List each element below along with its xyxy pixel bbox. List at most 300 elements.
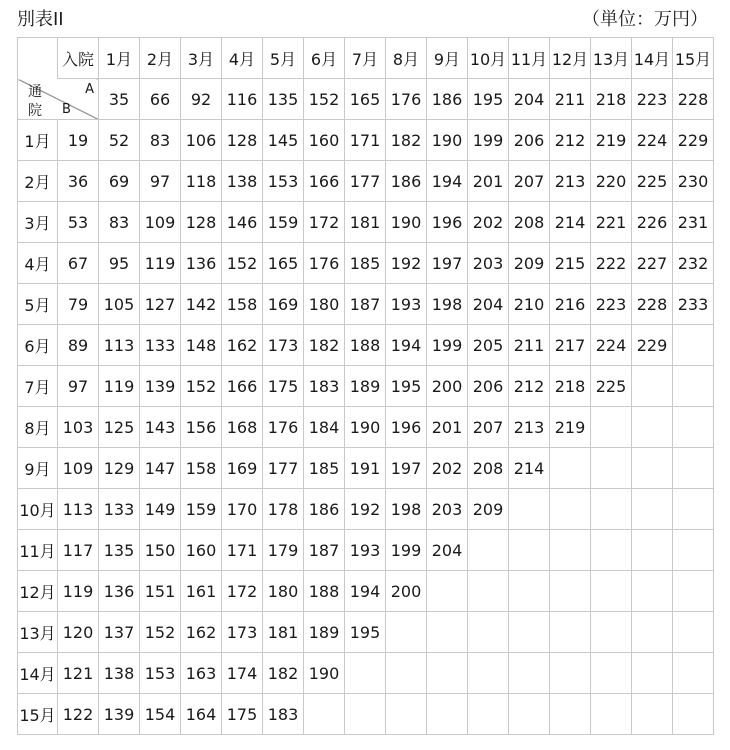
- inpatient-header-label: 入院: [58, 38, 99, 79]
- table-cell: [345, 653, 386, 694]
- table-cell: 225: [591, 366, 632, 407]
- column-header: 10月: [468, 38, 509, 79]
- table-cell: [509, 653, 550, 694]
- table-cell: [509, 612, 550, 653]
- table-cell: 180: [304, 284, 345, 325]
- table-cell: 148: [181, 325, 222, 366]
- table-cell: 173: [263, 325, 304, 366]
- table-cell: [550, 530, 591, 571]
- table-cell: [386, 694, 427, 735]
- table-row: [18, 571, 714, 612]
- table-row: [18, 120, 714, 161]
- column-header: 11月: [509, 38, 550, 79]
- table-row: [18, 612, 714, 653]
- table-cell: [673, 694, 714, 735]
- table-cell: 79: [58, 284, 99, 325]
- table-cell: 35: [99, 79, 140, 120]
- table-cell: 187: [304, 530, 345, 571]
- table-cell: [673, 612, 714, 653]
- row-header: 11月: [18, 530, 58, 571]
- table-cell: 152: [181, 366, 222, 407]
- table-cell: [632, 489, 673, 530]
- row-header: 3月: [18, 202, 58, 243]
- column-header: 13月: [591, 38, 632, 79]
- table-cell: 212: [509, 366, 550, 407]
- table-cell: [427, 694, 468, 735]
- table-cell: 207: [468, 407, 509, 448]
- table-cell: 138: [99, 653, 140, 694]
- table-cell: 183: [304, 366, 345, 407]
- table-cell: 213: [509, 407, 550, 448]
- table-cell: 122: [58, 694, 99, 735]
- row-axis-label-bottom: 院: [28, 103, 42, 119]
- table-cell: 19: [58, 120, 99, 161]
- table-cell: 182: [263, 653, 304, 694]
- table-cell: [673, 653, 714, 694]
- table-cell: 116: [222, 79, 263, 120]
- table-cell: 204: [427, 530, 468, 571]
- column-header: 14月: [632, 38, 673, 79]
- table-cell: [550, 571, 591, 612]
- table-cell: [550, 694, 591, 735]
- table-cell: 89: [58, 325, 99, 366]
- table-row: [18, 407, 714, 448]
- table-cell: [673, 489, 714, 530]
- table-cell: [468, 694, 509, 735]
- table-cell: 219: [550, 407, 591, 448]
- column-header: 8月: [386, 38, 427, 79]
- table-cell: 229: [632, 325, 673, 366]
- table-cell: 36: [58, 161, 99, 202]
- table-cell: 197: [386, 448, 427, 489]
- table-cell: 198: [427, 284, 468, 325]
- table-cell: 189: [304, 612, 345, 653]
- row-header: 8月: [18, 407, 58, 448]
- table-cell: 204: [468, 284, 509, 325]
- table-cell: 159: [263, 202, 304, 243]
- table-cell: 166: [222, 366, 263, 407]
- corner-top-blank: [18, 38, 58, 79]
- table-cell: 113: [99, 325, 140, 366]
- table-cell: 97: [58, 366, 99, 407]
- table-cell: 178: [263, 489, 304, 530]
- table-cell: 119: [58, 571, 99, 612]
- row-header: 6月: [18, 325, 58, 366]
- table-cell: 205: [468, 325, 509, 366]
- table-cell: [591, 571, 632, 612]
- column-header: 6月: [304, 38, 345, 79]
- row-header: 13月: [18, 612, 58, 653]
- table-cell: 229: [673, 120, 714, 161]
- table-cell: 166: [304, 161, 345, 202]
- table-cell: 156: [181, 407, 222, 448]
- table-cell: 213: [550, 161, 591, 202]
- table-cell: [468, 653, 509, 694]
- table-cell: 118: [181, 161, 222, 202]
- table-cell: 125: [99, 407, 140, 448]
- table-cell: 188: [304, 571, 345, 612]
- table-cell: [550, 448, 591, 489]
- table-cell: 204: [509, 79, 550, 120]
- table-cell: 211: [550, 79, 591, 120]
- table-cell: [632, 407, 673, 448]
- table-cell: 83: [140, 120, 181, 161]
- table-cell: 189: [345, 366, 386, 407]
- table-cell: [591, 489, 632, 530]
- table-cell: 129: [99, 448, 140, 489]
- table-cell: 187: [345, 284, 386, 325]
- table-cell: 117: [58, 530, 99, 571]
- table-cell: 216: [550, 284, 591, 325]
- table-cell: 194: [386, 325, 427, 366]
- table-cell: 172: [222, 571, 263, 612]
- table-row: [18, 653, 714, 694]
- table-cell: 113: [58, 489, 99, 530]
- table-cell: [468, 530, 509, 571]
- table-cell: 223: [632, 79, 673, 120]
- table-cell: 150: [140, 530, 181, 571]
- table-cell: 193: [345, 530, 386, 571]
- table-cell: 159: [181, 489, 222, 530]
- row-header: 15月: [18, 694, 58, 735]
- table-cell: 160: [181, 530, 222, 571]
- table-cell: 138: [222, 161, 263, 202]
- table-cell: 215: [550, 243, 591, 284]
- table-cell: 146: [222, 202, 263, 243]
- table-cell: 52: [99, 120, 140, 161]
- table-cell: 233: [673, 284, 714, 325]
- label-b: B: [62, 102, 71, 117]
- table-cell: 195: [468, 79, 509, 120]
- table-cell: 228: [673, 79, 714, 120]
- table-cell: 176: [386, 79, 427, 120]
- table-cell: [427, 571, 468, 612]
- row-header: 12月: [18, 571, 58, 612]
- table-row: [18, 694, 714, 735]
- column-header: 1月: [99, 38, 140, 79]
- column-header: 3月: [181, 38, 222, 79]
- table-cell: 136: [99, 571, 140, 612]
- table-cell: 196: [427, 202, 468, 243]
- compensation-table: [17, 37, 714, 735]
- table-cell: [591, 448, 632, 489]
- table-cell: 127: [140, 284, 181, 325]
- table-cell: 160: [304, 120, 345, 161]
- table-cell: 191: [345, 448, 386, 489]
- table-cell: 180: [263, 571, 304, 612]
- table-cell: 139: [99, 694, 140, 735]
- table-row: [18, 161, 714, 202]
- table-cell: 212: [550, 120, 591, 161]
- table-cell: 192: [386, 243, 427, 284]
- table-cell: 181: [345, 202, 386, 243]
- table-cell: 142: [181, 284, 222, 325]
- row-header: 5月: [18, 284, 58, 325]
- table-cell: 153: [140, 653, 181, 694]
- table-cell: 92: [181, 79, 222, 120]
- table-cell: 226: [632, 202, 673, 243]
- table-cell: 207: [509, 161, 550, 202]
- table-row: [18, 325, 714, 366]
- column-header: 2月: [140, 38, 181, 79]
- corner-wrap: [18, 79, 98, 119]
- table-cell: 97: [140, 161, 181, 202]
- table-cell: 196: [386, 407, 427, 448]
- table-cell: 152: [140, 612, 181, 653]
- table-cell: 154: [140, 694, 181, 735]
- table-cell: 181: [263, 612, 304, 653]
- table-cell: 183: [263, 694, 304, 735]
- table-cell: 220: [591, 161, 632, 202]
- table-cell: [550, 489, 591, 530]
- table-cell: 188: [345, 325, 386, 366]
- table-cell: [673, 407, 714, 448]
- table-cell: 69: [99, 161, 140, 202]
- table-cell: 182: [386, 120, 427, 161]
- table-cell: 53: [58, 202, 99, 243]
- table-row: [18, 489, 714, 530]
- table-cell: 218: [591, 79, 632, 120]
- table-cell: [591, 407, 632, 448]
- table-cell: [509, 571, 550, 612]
- table-row: [18, 202, 714, 243]
- table-cell: 209: [468, 489, 509, 530]
- table-cell: 218: [550, 366, 591, 407]
- row-header: 10月: [18, 489, 58, 530]
- table-cell: 135: [99, 530, 140, 571]
- table-cell: 151: [140, 571, 181, 612]
- table-cell: 158: [222, 284, 263, 325]
- table-cell: 208: [509, 202, 550, 243]
- table-cell: 174: [222, 653, 263, 694]
- table-cell: 175: [222, 694, 263, 735]
- table-cell: 119: [99, 366, 140, 407]
- table-cell: [632, 694, 673, 735]
- table-cell: 137: [99, 612, 140, 653]
- table-cell: 202: [468, 202, 509, 243]
- table-cell: 211: [509, 325, 550, 366]
- table-cell: 190: [345, 407, 386, 448]
- table-cell: 67: [58, 243, 99, 284]
- table-cell: 161: [181, 571, 222, 612]
- table-cell: [345, 694, 386, 735]
- table-cell: 133: [99, 489, 140, 530]
- table-cell: [386, 612, 427, 653]
- table-cell: 210: [509, 284, 550, 325]
- table-cell: 190: [427, 120, 468, 161]
- table-cell: 149: [140, 489, 181, 530]
- table-cell: 198: [386, 489, 427, 530]
- table-cell: 109: [58, 448, 99, 489]
- table-cell: 177: [345, 161, 386, 202]
- column-header: 5月: [263, 38, 304, 79]
- table-cell: 66: [140, 79, 181, 120]
- table-cell: 199: [468, 120, 509, 161]
- table-cell: [509, 694, 550, 735]
- table-cell: [550, 612, 591, 653]
- table-cell: 208: [468, 448, 509, 489]
- table-cell: 219: [591, 120, 632, 161]
- table-cell: 203: [468, 243, 509, 284]
- table-cell: 168: [222, 407, 263, 448]
- table-cell: [632, 653, 673, 694]
- table-cell: 133: [140, 325, 181, 366]
- table-cell: 173: [222, 612, 263, 653]
- table-cell: 103: [58, 407, 99, 448]
- table-cell: 171: [345, 120, 386, 161]
- table-cell: 147: [140, 448, 181, 489]
- row-header: 4月: [18, 243, 58, 284]
- table-cell: [468, 612, 509, 653]
- table-cell: 222: [591, 243, 632, 284]
- table-cell: [427, 612, 468, 653]
- table-cell: 221: [591, 202, 632, 243]
- table-cell: 136: [181, 243, 222, 284]
- column-header: 12月: [550, 38, 591, 79]
- table-cell: 186: [386, 161, 427, 202]
- table-cell: 185: [345, 243, 386, 284]
- table-cell: 143: [140, 407, 181, 448]
- table-cell: 186: [304, 489, 345, 530]
- table-cell: 106: [181, 120, 222, 161]
- table-cell: 171: [222, 530, 263, 571]
- table-row: [18, 366, 714, 407]
- table-cell: 224: [632, 120, 673, 161]
- table-cell: [509, 530, 550, 571]
- table-cell: [591, 612, 632, 653]
- table-cell: 201: [468, 161, 509, 202]
- table-cell: [673, 448, 714, 489]
- table-cell: 162: [181, 612, 222, 653]
- table-title: 別表II: [17, 9, 64, 30]
- table-cell: 176: [304, 243, 345, 284]
- table-cell: [632, 530, 673, 571]
- table-cell: 223: [591, 284, 632, 325]
- table-cell: 195: [386, 366, 427, 407]
- table-cell: 203: [427, 489, 468, 530]
- table-cell: 170: [222, 489, 263, 530]
- table-cell: 176: [263, 407, 304, 448]
- table-cell: [550, 653, 591, 694]
- row-header: 7月: [18, 366, 58, 407]
- table-cell: 206: [468, 366, 509, 407]
- row-header: 1月: [18, 120, 58, 161]
- table-cell: [673, 530, 714, 571]
- table-cell: 217: [550, 325, 591, 366]
- table-cell: [386, 653, 427, 694]
- table-cell: [632, 448, 673, 489]
- table-cell: [632, 612, 673, 653]
- table-cell: 214: [550, 202, 591, 243]
- table-cell: 200: [427, 366, 468, 407]
- label-a: A: [85, 82, 94, 97]
- table-cell: 164: [181, 694, 222, 735]
- table-cell: 197: [427, 243, 468, 284]
- table-cell: [509, 489, 550, 530]
- table-cell: 153: [263, 161, 304, 202]
- table-row: [18, 448, 714, 489]
- table-cell: 152: [222, 243, 263, 284]
- table-cell: 135: [263, 79, 304, 120]
- corner-cell: [18, 79, 99, 120]
- table-cell: 105: [99, 284, 140, 325]
- table-cell: 199: [386, 530, 427, 571]
- unit-label: （単位：万円）: [582, 9, 708, 30]
- header-row: [18, 38, 714, 79]
- table-cell: [591, 694, 632, 735]
- column-header: 7月: [345, 38, 386, 79]
- table-cell: 128: [222, 120, 263, 161]
- table-cell: 185: [304, 448, 345, 489]
- table-cell: 186: [427, 79, 468, 120]
- table-row: [18, 530, 714, 571]
- row-header: 14月: [18, 653, 58, 694]
- table-cell: 225: [632, 161, 673, 202]
- table-row: [18, 243, 714, 284]
- table-cell: [632, 366, 673, 407]
- table-cell: 195: [345, 612, 386, 653]
- table-cell: 190: [386, 202, 427, 243]
- table-cell: 109: [140, 202, 181, 243]
- table-cell: 209: [509, 243, 550, 284]
- table-cell: 162: [222, 325, 263, 366]
- table-cell: 214: [509, 448, 550, 489]
- table-cell: 121: [58, 653, 99, 694]
- table-cell: 200: [386, 571, 427, 612]
- table-cell: 193: [386, 284, 427, 325]
- table-cell: 152: [304, 79, 345, 120]
- table-cell: 119: [140, 243, 181, 284]
- table-cell: [427, 653, 468, 694]
- table-cell: 83: [99, 202, 140, 243]
- table-cell: 120: [58, 612, 99, 653]
- table-cell: 206: [509, 120, 550, 161]
- table-cell: 165: [263, 243, 304, 284]
- table-cell: 95: [99, 243, 140, 284]
- row-axis-label-top: 通: [28, 84, 42, 100]
- row-header: 2月: [18, 161, 58, 202]
- table-cell: 145: [263, 120, 304, 161]
- column-header: 9月: [427, 38, 468, 79]
- table-cell: 194: [345, 571, 386, 612]
- table-cell: [632, 571, 673, 612]
- table-cell: 228: [632, 284, 673, 325]
- table-cell: 172: [304, 202, 345, 243]
- table-cell: 158: [181, 448, 222, 489]
- table-cell: [673, 325, 714, 366]
- table-cell: 184: [304, 407, 345, 448]
- table-cell: 227: [632, 243, 673, 284]
- table-cell: 230: [673, 161, 714, 202]
- table-cell: [591, 530, 632, 571]
- row-header: 9月: [18, 448, 58, 489]
- table-cell: 232: [673, 243, 714, 284]
- table-cell: 169: [263, 284, 304, 325]
- table-cell: 190: [304, 653, 345, 694]
- table-cell: 139: [140, 366, 181, 407]
- table-cell: 177: [263, 448, 304, 489]
- row-a: [18, 79, 714, 120]
- table-cell: [673, 366, 714, 407]
- table-cell: 224: [591, 325, 632, 366]
- column-header: 15月: [673, 38, 714, 79]
- table-cell: 179: [263, 530, 304, 571]
- table-cell: [591, 653, 632, 694]
- table-cell: [673, 571, 714, 612]
- table-cell: [304, 694, 345, 735]
- table-cell: 175: [263, 366, 304, 407]
- table-cell: 201: [427, 407, 468, 448]
